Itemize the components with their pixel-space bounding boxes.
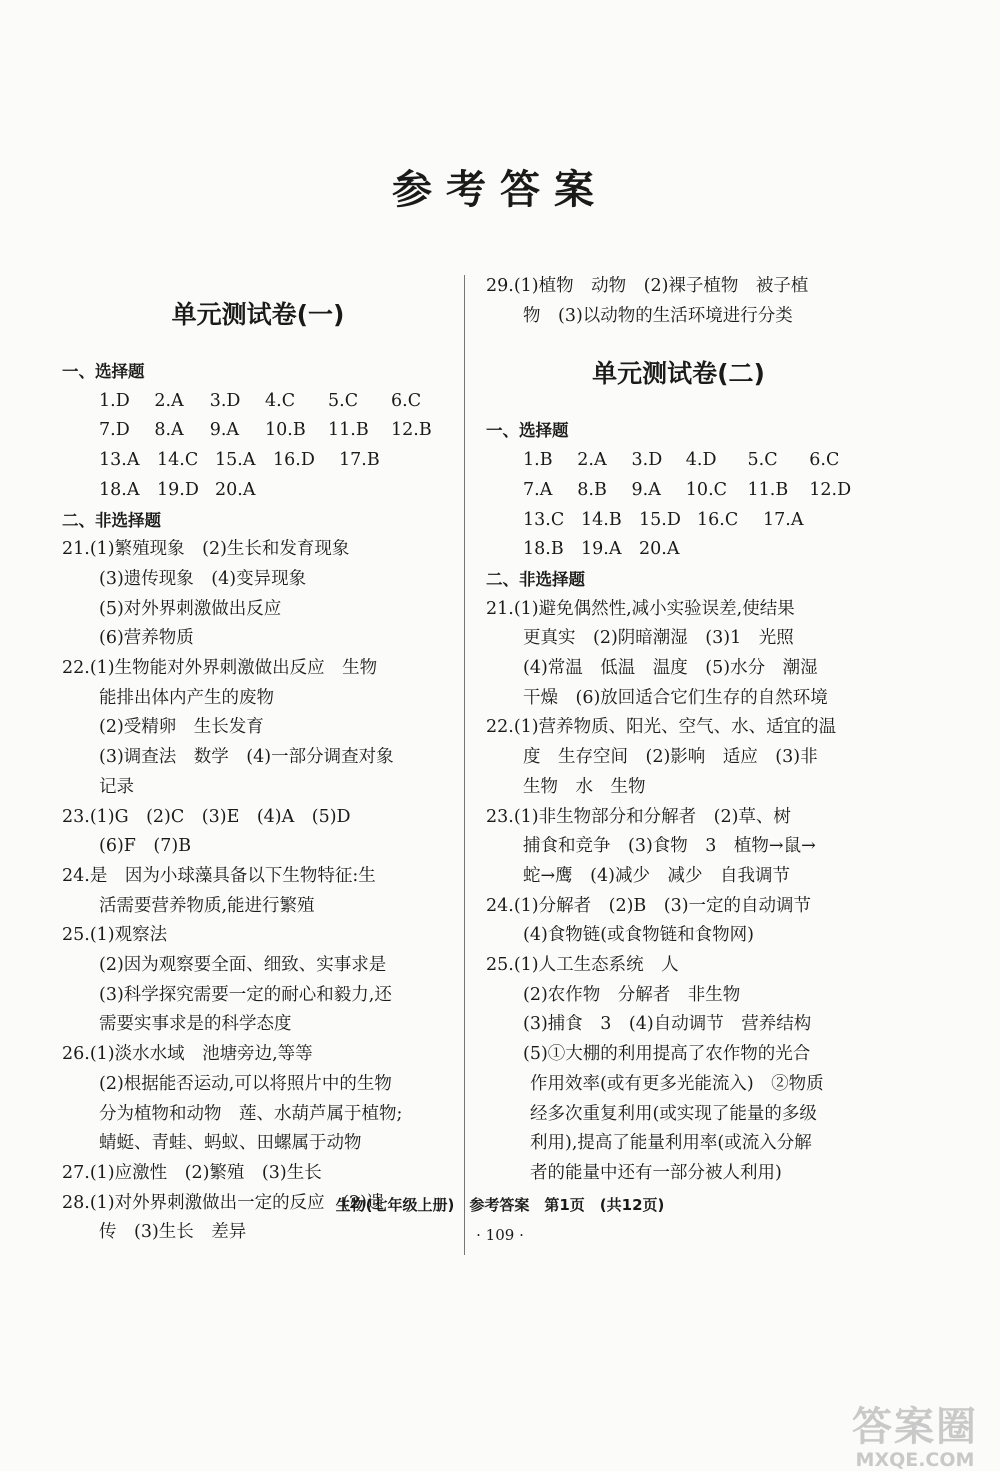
choice-row bbox=[486, 535, 871, 565]
choice-answer: 15.D bbox=[639, 509, 681, 530]
answer-line: 干燥 (6)放回适合它们生存的自然环境 bbox=[523, 687, 828, 708]
choice-answer: 16.D bbox=[273, 450, 315, 471]
answer-line: 生物 水 生物 bbox=[523, 776, 646, 797]
answer-line: (5)①大棚的利用提高了农作物的光合 bbox=[523, 1044, 811, 1065]
answer-line: 利用),提高了能量利用率(或流入分解 bbox=[530, 1133, 812, 1154]
answer-line: 者的能量中还有一部分被人利用) bbox=[530, 1162, 782, 1183]
choice-answer: 18.A bbox=[99, 479, 140, 500]
answer-line: 蜻蜓、青蛙、蚂蚁、田螺属于动物 bbox=[99, 1133, 362, 1154]
choice-answer: 11.B bbox=[328, 420, 369, 441]
answer-line: (6)营养物质 bbox=[99, 628, 194, 649]
answer-line: 需要实事求是的科学态度 bbox=[99, 1014, 292, 1035]
answer-line: 活需要营养物质,能进行繁殖 bbox=[99, 895, 315, 916]
choice-answer: 4.D bbox=[685, 450, 717, 471]
answer-line: (2)因为观察要全面、细致、实事求是 bbox=[99, 955, 387, 976]
open-answers bbox=[486, 595, 871, 1189]
question-answer: 21.(1)繁殖现象 (2)生长和发育现象 bbox=[62, 539, 350, 560]
choice-row bbox=[62, 476, 454, 506]
choice-answer: 6.C bbox=[391, 390, 422, 411]
answer-line: (4)食物链(或食物链和食物网) bbox=[523, 925, 754, 946]
question-answer: 21.(1)避免偶然性,减小实验误差,使结果 bbox=[486, 598, 795, 619]
watermark-text: 答案圈 bbox=[852, 1404, 978, 1450]
answer-line: 物 (3)以动物的生活环境进行分类 bbox=[523, 305, 793, 326]
choice-row bbox=[62, 416, 454, 446]
choice-row bbox=[486, 506, 871, 536]
page-number: · 109 · bbox=[476, 1226, 524, 1244]
choice-answer: 3.D bbox=[209, 390, 241, 411]
choice-answer: 19.A bbox=[581, 539, 622, 560]
question-answer: 25.(1)观察法 bbox=[62, 925, 168, 946]
choice-answer: 6.C bbox=[809, 450, 840, 471]
choice-row bbox=[62, 387, 454, 417]
answer-line: 记录 bbox=[99, 776, 134, 797]
answer-line: 经多次重复利用(或实现了能量的多级 bbox=[530, 1103, 817, 1124]
question-answer: 22.(1)营养物质、阳光、空气、水、适宜的温 bbox=[486, 717, 837, 738]
column-divider bbox=[464, 275, 465, 1255]
part1-title: 一、选择题 bbox=[486, 421, 569, 441]
question-answer: 29.(1)植物 动物 (2)裸子植物 被子植 bbox=[486, 276, 809, 296]
choice-answer: 7.D bbox=[99, 420, 130, 441]
choice-answer: 13.C bbox=[523, 509, 565, 530]
answer-line: (5)对外界刺激做出反应 bbox=[99, 598, 282, 619]
choice-answer: 1.B bbox=[523, 450, 553, 471]
answer-line: 捕食和竞争 (3)食物 3 植物→鼠→ bbox=[523, 836, 816, 857]
question-answer: 27.(1)应激性 (2)繁殖 (3)生长 bbox=[62, 1162, 322, 1183]
multiple-choice-answers bbox=[486, 446, 871, 565]
answer-line: 作用效率(或有更多光能流入) ②物质 bbox=[530, 1073, 824, 1094]
question-answer: 23.(1)G (2)C (3)E (4)A (5)D bbox=[62, 806, 351, 827]
answer-line: 更真实 (2)阴暗潮湿 (3)1 光照 bbox=[523, 628, 794, 649]
answer-line: (3)调查法 数学 (4)一部分调查对象 bbox=[99, 747, 394, 768]
choice-row bbox=[486, 476, 871, 506]
section-title-unit-2: 单元测试卷(二) bbox=[592, 359, 765, 389]
answer-line: 度 生存空间 (2)影响 适应 (3)非 bbox=[523, 747, 818, 768]
page-title: 参考答案 bbox=[392, 166, 608, 213]
choice-answer: 17.A bbox=[763, 509, 804, 530]
choice-answer: 13.A bbox=[99, 450, 140, 471]
part2-title: 二、非选择题 bbox=[486, 569, 585, 589]
choice-answer: 18.B bbox=[523, 539, 564, 560]
choice-answer: 4.C bbox=[265, 390, 296, 411]
choice-answer: 11.B bbox=[747, 479, 789, 500]
right-column bbox=[486, 272, 871, 1189]
answer-line: (2)根据能否运动,可以将照片中的生物 bbox=[99, 1073, 392, 1094]
choice-row bbox=[486, 446, 871, 476]
watermark-url: MXQE.COM bbox=[855, 1449, 975, 1471]
choice-answer: 20.A bbox=[215, 479, 256, 500]
question-answer: 25.(1)人工生态系统 人 bbox=[486, 955, 679, 976]
answer-line: (3)科学探究需要一定的耐心和毅力,还 bbox=[99, 984, 392, 1005]
multiple-choice-answers bbox=[62, 387, 454, 506]
answer-line: (2)农作物 分解者 非生物 bbox=[523, 984, 741, 1005]
choice-answer: 1.D bbox=[99, 390, 130, 411]
choice-answer: 12.D bbox=[809, 479, 852, 500]
continued-answers bbox=[486, 272, 871, 331]
choice-answer: 8.B bbox=[577, 479, 607, 500]
choice-answer: 17.B bbox=[339, 450, 380, 471]
answer-line: 能排出体内产生的废物 bbox=[99, 687, 274, 708]
choice-answer: 2.A bbox=[154, 390, 184, 411]
open-answers bbox=[62, 535, 454, 1248]
choice-answer: 7.A bbox=[523, 479, 553, 500]
choice-answer: 2.A bbox=[577, 450, 607, 471]
answer-line: (2)受精卵 生长发育 bbox=[99, 717, 264, 738]
question-answer: 24.是 因为小球藻具备以下生物特征:生 bbox=[62, 865, 376, 886]
page-footer: 生物(七年级上册) 参考答案 第1页 (共12页) bbox=[335, 1196, 665, 1214]
choice-answer: 9.A bbox=[209, 420, 240, 441]
choice-answer: 19.D bbox=[157, 479, 199, 500]
choice-answer: 15.A bbox=[215, 450, 256, 471]
answer-line: (4)常温 低温 温度 (5)水分 潮湿 bbox=[523, 658, 818, 679]
part2-title: 二、非选择题 bbox=[62, 510, 161, 530]
answer-line: 传 (3)生长 差异 bbox=[99, 1222, 247, 1243]
watermark-logo bbox=[835, 1405, 995, 1471]
question-answer: 24.(1)分解者 (2)B (3)一定的自动调节 bbox=[486, 895, 812, 916]
left-column bbox=[62, 272, 454, 1248]
choice-answer: 9.A bbox=[631, 479, 661, 500]
question-answer: 23.(1)非生物部分和分解者 (2)草、树 bbox=[486, 806, 791, 827]
section-title-unit-1: 单元测试卷(一) bbox=[171, 300, 345, 329]
choice-answer: 14.B bbox=[581, 509, 622, 530]
part1-title: 一、选择题 bbox=[62, 362, 145, 381]
question-answer: 26.(1)淡水水域 池塘旁边,等等 bbox=[62, 1044, 313, 1065]
choice-answer: 10.B bbox=[265, 420, 306, 441]
answer-line: (3)遗传现象 (4)变异现象 bbox=[99, 568, 307, 589]
answer-line: (3)捕食 3 (4)自动调节 营养结构 bbox=[523, 1014, 812, 1035]
choice-row bbox=[62, 446, 454, 476]
choice-answer: 20.A bbox=[639, 539, 680, 560]
question-answer: 22.(1)生物能对外界刺激做出反应 生物 bbox=[62, 658, 378, 679]
answer-line: 蛇→鹰 (4)减少 减少 自我调节 bbox=[523, 865, 790, 886]
choice-answer: 5.C bbox=[328, 390, 359, 411]
choice-answer: 16.C bbox=[697, 509, 739, 530]
choice-answer: 14.C bbox=[157, 450, 199, 471]
choice-answer: 8.A bbox=[154, 420, 184, 441]
choice-answer: 12.B bbox=[391, 420, 432, 441]
answer-line: 分为植物和动物 莲、水葫芦属于植物; bbox=[99, 1103, 403, 1124]
choice-answer: 3.D bbox=[631, 450, 663, 471]
choice-answer: 10.C bbox=[685, 479, 728, 500]
choice-answer: 5.C bbox=[747, 450, 778, 471]
answer-line: (6)F (7)B bbox=[99, 836, 192, 857]
question-answer: 28.(1)对外界刺激做出一定的反应 (2)遗 bbox=[62, 1192, 385, 1213]
